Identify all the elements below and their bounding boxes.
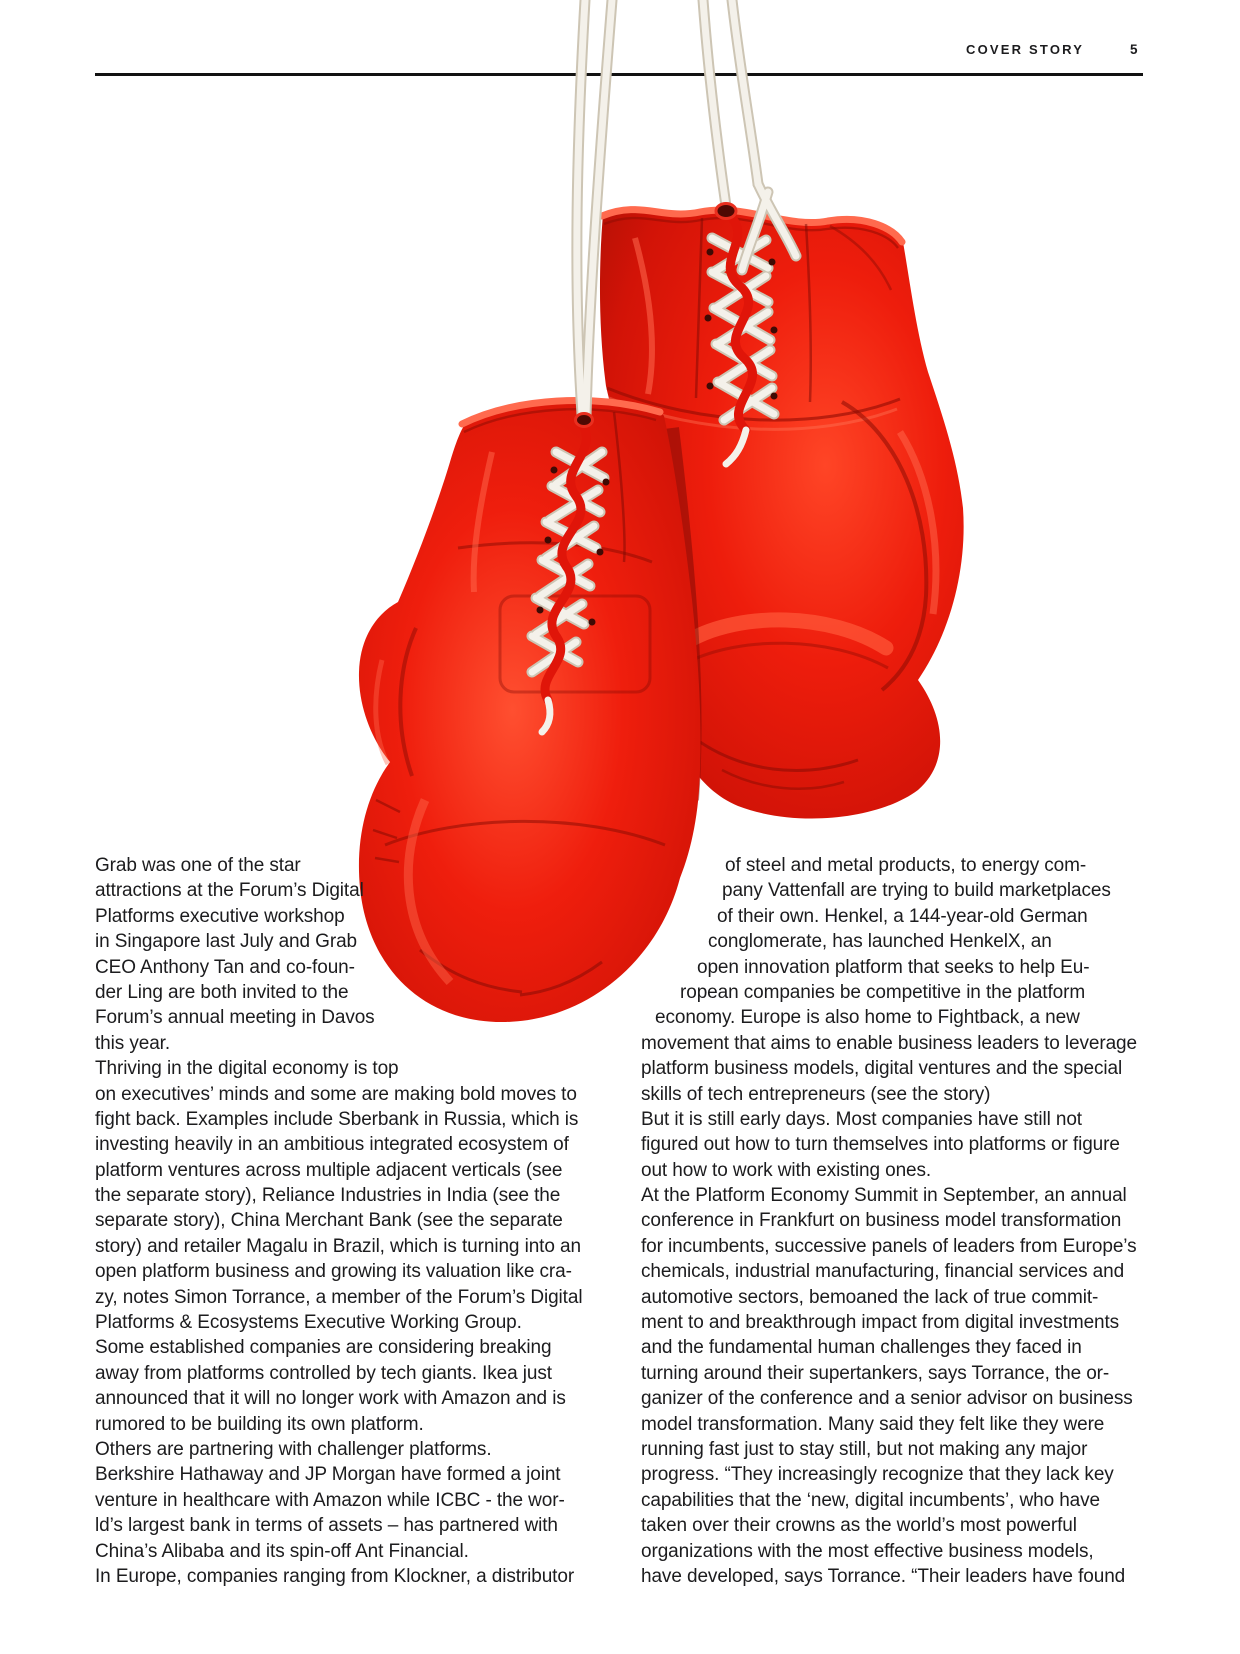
text-line: Platforms & Ecosystems Executive Working Group. xyxy=(95,1312,522,1334)
text-line: CEO Anthony Tan and co-foun- xyxy=(95,956,355,978)
text-line: announced that it will no longer work with Amazon and is xyxy=(95,1388,566,1410)
text-line: economy. Europe is also home to Fightback, a new xyxy=(655,1007,1080,1029)
text-line: ganizer of the conference and a senior advisor on business xyxy=(641,1388,1133,1410)
right-glove-eyelet xyxy=(716,204,736,219)
text-line: running fast just to stay still, but not making any major xyxy=(641,1438,1088,1460)
text-line: separate story), China Merchant Bank (see the separate xyxy=(95,1210,563,1232)
text-line: platform ventures across multiple adjacent verticals (see xyxy=(95,1159,563,1181)
text-line: for incumbents, successive panels of leaders from Europe’s xyxy=(641,1235,1137,1257)
text-line: Grab was one of the star xyxy=(95,855,301,876)
text-line: model transformation. Many said they felt like they were xyxy=(641,1413,1105,1435)
text-line: out how to work with existing ones. xyxy=(641,1159,932,1181)
text-line: taken over their crowns as the world’s most powerful xyxy=(641,1515,1077,1537)
text-line: of their own. Henkel, a 144-year-old German xyxy=(717,905,1088,927)
text-line: skills of tech entrepreneurs (see the story) xyxy=(641,1083,991,1105)
text-line: In Europe, companies ranging from Klockner, a distributor xyxy=(95,1565,575,1587)
text-line: figured out how to turn themselves into platforms or figure xyxy=(641,1134,1120,1156)
page-number: 5 xyxy=(1130,42,1138,57)
text-line: rumored to be building its own platform. xyxy=(95,1413,424,1435)
text-line: China’s Alibaba and its spin-off Ant Financial. xyxy=(95,1540,469,1562)
left-text-column xyxy=(95,853,583,1589)
text-line: investing heavily in an ambitious integrated ecosystem of xyxy=(95,1134,569,1156)
text-line: ment to and breakthrough impact from digital investments xyxy=(641,1312,1120,1334)
text-line: movement that aims to enable business leaders to leverage xyxy=(641,1032,1137,1054)
text-line: attractions at the Forum’s Digital xyxy=(95,880,364,902)
text-line: organizations with the most effective business models, xyxy=(641,1540,1094,1562)
text-line: on executives’ minds and some are making bold moves to xyxy=(95,1083,577,1105)
text-line: in Singapore last July and Grab xyxy=(95,931,358,953)
text-line: platform business models, digital ventures and the special xyxy=(641,1058,1123,1080)
text-line: venture in healthcare with Amazon while ICBC - the wor- xyxy=(95,1489,565,1511)
left-glove-eyelet xyxy=(576,414,593,427)
text-line: conglomerate, has launched HenkelX, an xyxy=(708,931,1052,953)
text-line: der Ling are both invited to the xyxy=(95,981,349,1003)
text-line: this year. xyxy=(95,1032,171,1054)
text-line: story) and retailer Magalu in Brazil, which is turning into an xyxy=(95,1235,581,1257)
text-line: open innovation platform that seeks to help Eu- xyxy=(697,956,1090,978)
text-line: away from platforms controlled by tech giants. Ikea just xyxy=(95,1362,552,1384)
text-line: But it is still early days. Most companies have still not xyxy=(641,1108,1082,1130)
text-line: Others are partnering with challenger platforms. xyxy=(95,1438,492,1460)
text-line: fight back. Examples include Sberbank in Russia, which is xyxy=(95,1108,579,1130)
text-line: Some established companies are considering breaking xyxy=(95,1337,552,1359)
text-line: chemicals, industrial manufacturing, financial services and xyxy=(641,1261,1125,1283)
text-line: Thriving in the digital economy is top xyxy=(95,1058,399,1080)
text-line: At the Platform Economy Summit in September, an annual xyxy=(641,1185,1127,1207)
text-line: automotive sectors, bemoaned the lack of true commit- xyxy=(641,1286,1099,1308)
text-line: Forum’s annual meeting in Davos xyxy=(95,1007,375,1029)
right-text-column xyxy=(641,853,1147,1589)
text-line: pany Vattenfall are trying to build marketplaces xyxy=(722,880,1111,902)
text-line: of steel and metal products, to energy com- xyxy=(725,855,1087,876)
section-label: COVER STORY xyxy=(966,42,1085,57)
text-line: have developed, says Torrance. “Their leaders have found xyxy=(641,1565,1126,1587)
text-line: turning around their supertankers, says Torrance, the or- xyxy=(641,1362,1110,1384)
text-line: conference in Frankfurt on business model transformation xyxy=(641,1210,1122,1232)
text-line: open platform business and growing its valuation like cra- xyxy=(95,1261,572,1283)
text-line: Berkshire Hathaway and JP Morgan have formed a joint xyxy=(95,1464,561,1486)
text-line: progress. “They increasingly recognize that they lack key xyxy=(641,1464,1114,1486)
text-line: zy, notes Simon Torrance, a member of the Forum’s Digital xyxy=(95,1286,583,1308)
text-line: ropean companies be competitive in the platform xyxy=(680,981,1086,1003)
text-line: the separate story), Reliance Industries in India (see the xyxy=(95,1185,561,1207)
text-line: ld’s largest bank in terms of assets – has partnered with xyxy=(95,1515,558,1537)
text-line: Platforms executive workshop xyxy=(95,905,345,927)
text-line: capabilities that the ‘new, digital incumbents’, who have xyxy=(641,1489,1101,1511)
text-line: and the fundamental human challenges they faced in xyxy=(641,1337,1082,1359)
